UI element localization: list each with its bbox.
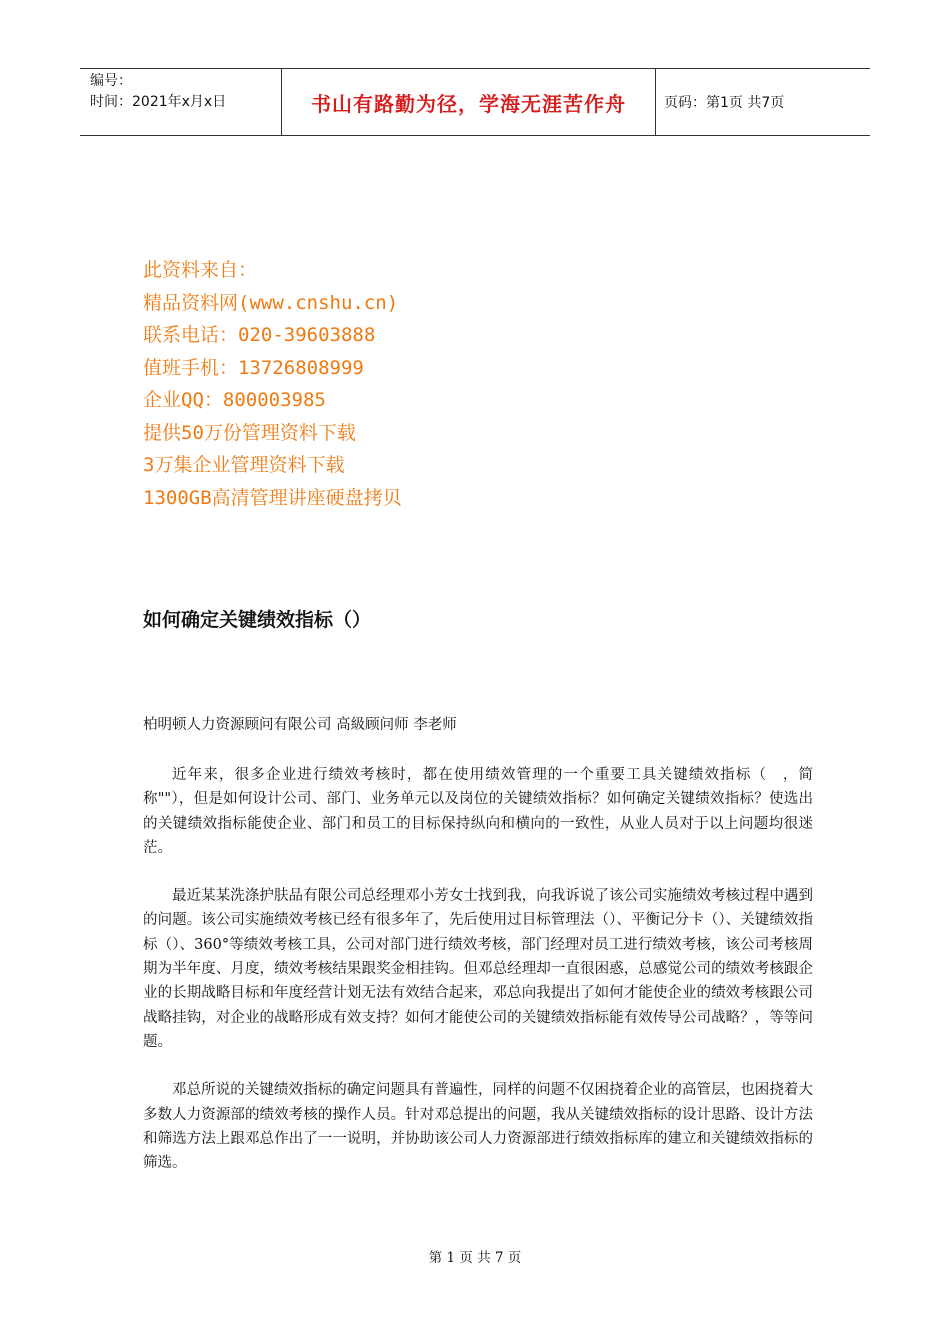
- source-line: 联系电话：020-39603888: [143, 324, 376, 346]
- header-page-cell: [656, 69, 870, 135]
- number-label: 编号：: [90, 73, 132, 89]
- source-line: 3万集企业管理资料下载: [143, 454, 345, 476]
- document-title: 如何确定关键绩效指标（）: [143, 609, 372, 631]
- source-line: 精品资料网(www.cnshu.cn): [143, 291, 399, 314]
- motto-text: 书山有路勤为径，学海无涯苦作舟: [311, 91, 626, 116]
- header-table: [80, 68, 870, 136]
- source-info-block: [143, 254, 402, 514]
- source-line: 1300GB高清管理讲座硬盘拷贝: [143, 486, 402, 509]
- paragraph: 邓总所说的关键绩效指标的确定问题具有普遍性，同样的问题不仅困挠着企业的高管层，也困挠着大多数人力资源部的绩效考核的操作人员。针对邓总提出的问题，我从关键绩效指标的设计思路、设计方法和筛选方法上跟邓总作出了一一说明，并协助该公司人力资源部进行绩效指标库的建立和关键绩效指标的筛选。: [143, 1082, 813, 1172]
- source-line: 企业QQ：800003985: [143, 389, 326, 411]
- author-line: 柏明顿人力资源顾问有限公司 高級顾问师 李老师: [143, 717, 457, 733]
- paragraph: 近年来，很多企业进行绩效考核时，都在使用绩效管理的一个重要工具关键绩效指标（ ，简称""），但是如何设计公司、部门、业务单元以及岗位的关键绩效指标？如何确定关键绩效指标？使选出的关键绩效指标能使企业、部门和员工的目标保持纵向和横向的一致性，从业人员对于以上问题均很迷茫。: [143, 767, 813, 856]
- page-number-label: 页码：第1页 共7页: [664, 95, 785, 111]
- header-meta-cell: [80, 69, 281, 135]
- source-line: 此资料来自：: [143, 259, 258, 281]
- header-motto-cell: [281, 69, 656, 135]
- paragraph: 最近某某洗涤护肤品有限公司总经理邓小芳女士找到我，向我诉说了该公司实施绩效考核过程中遇到的问题。该公司实施绩效考核已经有很多年了，先后使用过目标管理法（）、平衡记分卡（）、关键绩效指标（）、360°等绩效考核工具，公司对部门进行绩效考核，部门经理对员工进行绩效考核，该公司考核周期为半年度、月度，绩效考核结果跟奖金相挂钩。但邓总经理却一直很困惑，总感觉公司的绩效考核跟企业的长期战略目标和年度经营计划无法有效结合起来，邓总向我提出了如何才能使企业的绩效考核跟公司战略挂钩，对企业的战略形成有效支持？如何才能使公司的关键绩效指标能有效传导公司战略？，等等问题。: [143, 888, 813, 1050]
- time-label: 时间：2021年x月x日: [90, 94, 227, 110]
- source-line: 提供50万份管理资料下载: [143, 421, 356, 444]
- body-text: [143, 763, 813, 1199]
- source-line: 值班手机：13726808999: [143, 356, 364, 379]
- page-footer: 第 1 页 共 7 页: [428, 1250, 522, 1266]
